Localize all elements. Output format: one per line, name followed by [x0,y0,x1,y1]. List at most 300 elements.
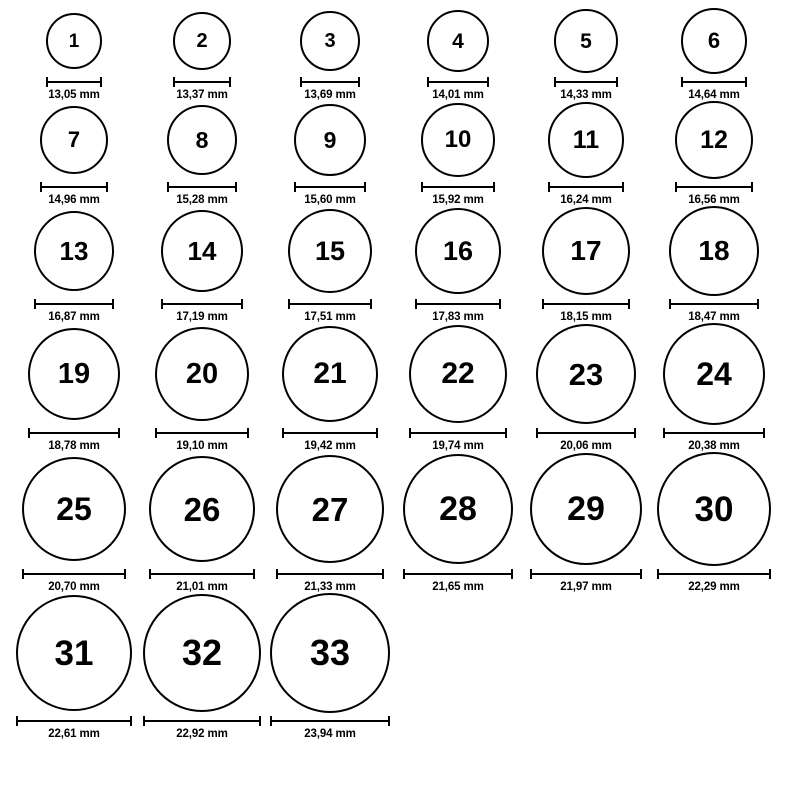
ruler-tick-left [663,428,665,438]
diameter-ruler [143,716,261,725]
ruler-bar [427,81,489,83]
ring-circle [294,104,366,176]
diameter-label: 18,78 mm [48,440,100,452]
ring-size-cell[interactable] [10,206,138,323]
circle-wrapper [427,8,489,74]
size-row [10,452,790,593]
ruler-bar [657,573,771,575]
ruler-bar [40,186,108,188]
ruler-tick-left [675,182,677,192]
ring-size-number: 2 [196,30,208,52]
diameter-label: 22,61 mm [48,728,100,740]
diameter-label: 19,42 mm [304,440,356,452]
circle-wrapper [155,323,249,425]
circle-wrapper [294,101,366,179]
ruler-tick-right [235,182,237,192]
diameter-ruler [657,569,771,578]
diameter-ruler [167,182,237,191]
circle-wrapper [409,323,507,425]
ring-circle [681,8,747,74]
diameter-ruler [675,182,753,191]
ruler-tick-right [118,428,120,438]
diameter-ruler [155,428,249,437]
ring-size-cell[interactable] [394,323,522,452]
ruler-bar [421,186,495,188]
ruler-tick-right [505,428,507,438]
ring-size-cell[interactable] [10,593,138,740]
ruler-tick-right [493,182,495,192]
circle-wrapper [415,206,501,296]
ring-size-cell[interactable] [138,101,266,206]
circle-wrapper [536,323,636,425]
ruler-tick-left [282,428,284,438]
ruler-tick-left [40,182,42,192]
ruler-tick-left [669,299,671,309]
diameter-ruler [536,428,636,437]
circle-wrapper [143,593,261,713]
diameter-ruler [542,299,630,308]
diameter-ruler [46,77,102,86]
ruler-tick-left [46,77,48,87]
diameter-label: 21,33 mm [304,581,356,593]
ruler-tick-right [376,428,378,438]
ruler-tick-left [427,77,429,87]
ruler-tick-right [499,299,501,309]
ring-size-cell[interactable] [394,206,522,323]
circle-wrapper [663,323,765,425]
ring-size-cell[interactable] [266,323,394,452]
ruler-bar [663,432,765,434]
diameter-label: 22,29 mm [688,581,740,593]
ring-size-number: 20 [185,357,219,390]
ruler-bar [415,303,501,305]
ring-circle [270,593,390,713]
ring-circle [46,13,102,69]
diameter-label: 16,56 mm [688,194,740,206]
ruler-tick-left [161,299,163,309]
ruler-tick-left [155,428,157,438]
circle-wrapper [167,101,237,179]
ring-size-cell[interactable] [266,593,394,740]
circle-wrapper [276,452,384,566]
ring-circle [143,594,261,712]
diameter-ruler [161,299,243,308]
diameter-label: 15,28 mm [176,194,228,206]
ring-size-cell[interactable] [650,452,778,593]
ruler-tick-left [409,428,411,438]
diameter-label: 14,96 mm [48,194,100,206]
ruler-bar [542,303,630,305]
diameter-label: 19,74 mm [432,440,484,452]
circle-wrapper [403,452,513,566]
diameter-label: 21,65 mm [432,581,484,593]
ring-size-cell[interactable] [10,101,138,206]
diameter-label: 16,87 mm [48,311,100,323]
circle-wrapper [34,206,114,296]
diameter-ruler [149,569,255,578]
ruler-bar [149,573,255,575]
circle-wrapper [161,206,243,296]
ring-size-number: 27 [311,490,349,528]
ring-size-cell[interactable] [522,8,650,101]
ruler-tick-right [100,77,102,87]
ring-circle [403,454,513,564]
ruler-tick-left [657,569,659,579]
ruler-bar [270,720,390,722]
ring-circle [16,595,132,711]
ring-size-cell[interactable] [138,323,266,452]
ruler-bar [548,186,624,188]
ring-size-number: 23 [568,356,604,392]
ring-circle [300,11,360,71]
ring-circle [657,452,771,566]
ruler-tick-right [130,716,132,726]
ring-circle [542,207,630,295]
circle-wrapper [554,8,618,74]
ring-size-number: 28 [439,490,477,528]
diameter-ruler [427,77,489,86]
ring-size-number: 15 [314,235,346,266]
ruler-tick-right [640,569,642,579]
circle-wrapper [40,101,108,179]
ruler-tick-left [421,182,423,192]
ring-circle [22,457,126,561]
ring-size-cell[interactable] [138,8,266,101]
diameter-label: 20,06 mm [560,440,612,452]
ring-size-cell[interactable] [522,452,650,593]
size-row [10,323,790,452]
ring-circle [282,326,378,422]
diameter-label: 14,64 mm [688,89,740,101]
ring-size-number: 3 [324,30,336,52]
ruler-bar [300,81,360,83]
diameter-ruler [288,299,372,308]
ring-size-cell[interactable] [650,206,778,323]
ruler-tick-left [548,182,550,192]
ruler-tick-left [542,299,544,309]
ruler-bar [22,573,126,575]
ruler-tick-right [247,428,249,438]
ruler-bar [173,81,231,83]
diameter-ruler [300,77,360,86]
ruler-tick-right [769,569,771,579]
ruler-tick-left [276,569,278,579]
diameter-ruler [681,77,747,86]
ruler-tick-right [253,569,255,579]
diameter-label: 23,94 mm [304,728,356,740]
ruler-bar [675,186,753,188]
ruler-tick-right [487,77,489,87]
diameter-ruler [270,716,390,725]
ruler-tick-left [681,77,683,87]
ring-size-number: 6 [707,28,721,53]
diameter-ruler [421,182,495,191]
ruler-tick-right [628,299,630,309]
ruler-bar [669,303,759,305]
ring-size-number: 10 [444,126,472,153]
ruler-tick-left [28,428,30,438]
ruler-tick-left [167,182,169,192]
diameter-label: 20,70 mm [48,581,100,593]
diameter-ruler [415,299,501,308]
diameter-ruler [28,428,120,437]
ring-size-number: 13 [59,236,89,266]
ruler-tick-left [300,77,302,87]
ruler-tick-right [757,299,759,309]
circle-wrapper [282,323,378,425]
circle-wrapper [530,452,642,566]
ruler-bar [681,81,747,83]
circle-wrapper [173,8,231,74]
diameter-ruler [173,77,231,86]
ruler-tick-right [634,428,636,438]
ring-circle [548,102,624,178]
ruler-tick-left [403,569,405,579]
ring-size-cell[interactable] [394,101,522,206]
ruler-tick-left [149,569,151,579]
ring-size-number: 11 [572,125,600,154]
diameter-label: 15,60 mm [304,194,356,206]
ring-circle [34,211,114,291]
diameter-label: 18,47 mm [688,311,740,323]
ruler-tick-right [622,182,624,192]
ring-circle [536,324,636,424]
ring-size-number: 24 [696,356,732,392]
ring-circle [288,209,372,293]
circle-wrapper [669,206,759,296]
ruler-bar [28,432,120,434]
diameter-ruler [22,569,126,578]
ruler-tick-right [763,428,765,438]
ruler-bar [155,432,249,434]
circle-wrapper [681,8,747,74]
ring-circle [669,206,759,296]
ruler-tick-right [616,77,618,87]
ring-size-number: 18 [698,235,730,266]
ruler-tick-right [364,182,366,192]
ring-size-number: 8 [195,126,209,153]
ruler-tick-right [112,299,114,309]
ruler-bar [282,432,378,434]
ring-size-number: 21 [313,357,347,390]
diameter-ruler [276,569,384,578]
ring-circle [28,328,120,420]
ring-size-number: 25 [56,491,92,527]
diameter-ruler [669,299,759,308]
ring-size-number: 29 [567,490,605,528]
circle-wrapper [16,593,132,713]
ring-size-number: 26 [183,490,221,528]
ring-size-cell[interactable] [10,452,138,593]
diameter-label: 15,92 mm [432,194,484,206]
ring-circle [427,10,489,72]
ring-size-cell[interactable] [10,8,138,101]
circle-wrapper [46,8,102,74]
ring-size-cell[interactable] [394,8,522,101]
ruler-tick-right [751,182,753,192]
diameter-ruler [34,299,114,308]
ring-size-number: 5 [580,29,592,53]
ruler-bar [276,573,384,575]
size-row [10,8,790,101]
size-row [10,593,790,740]
ruler-tick-left [554,77,556,87]
ring-circle [149,456,255,562]
ruler-tick-left [22,569,24,579]
circle-wrapper [149,452,255,566]
diameter-label: 21,97 mm [560,581,612,593]
diameter-ruler [403,569,513,578]
ruler-bar [288,303,372,305]
ring-circle [161,210,243,292]
diameter-label: 17,51 mm [304,311,356,323]
ring-circle [663,323,765,425]
ruler-tick-right [358,77,360,87]
ruler-tick-left [288,299,290,309]
ruler-bar [143,720,261,722]
diameter-label: 17,83 mm [432,311,484,323]
ruler-tick-left [294,182,296,192]
diameter-ruler [282,428,378,437]
diameter-label: 14,33 mm [560,89,612,101]
diameter-ruler [16,716,132,725]
ruler-tick-left [415,299,417,309]
diameter-ruler [409,428,507,437]
ring-size-number: 33 [309,632,351,673]
ring-size-number: 30 [694,489,734,529]
ring-size-cell[interactable] [266,8,394,101]
ruler-bar [167,186,237,188]
ring-size-cell[interactable] [650,101,778,206]
ring-size-cell[interactable] [522,101,650,206]
ring-circle [409,325,507,423]
circle-wrapper [542,206,630,296]
ruler-tick-left [270,716,272,726]
diameter-label: 13,69 mm [304,89,356,101]
diameter-label: 18,15 mm [560,311,612,323]
diameter-label: 13,37 mm [176,89,228,101]
ruler-tick-left [536,428,538,438]
ring-size-cell[interactable] [266,452,394,593]
ruler-tick-right [259,716,261,726]
circle-wrapper [548,101,624,179]
diameter-label: 22,92 mm [176,728,228,740]
diameter-label: 19,10 mm [176,440,228,452]
ruler-tick-right [106,182,108,192]
ring-size-number: 4 [452,29,464,53]
ruler-bar [294,186,366,188]
ring-size-cell[interactable] [394,452,522,593]
ring-circle [155,327,249,421]
ruler-tick-left [530,569,532,579]
ring-size-cell[interactable] [650,323,778,452]
ring-circle [173,12,231,70]
ring-size-cell[interactable] [522,206,650,323]
ruler-bar [409,432,507,434]
ruler-bar [403,573,513,575]
ring-circle [415,208,501,294]
ruler-bar [530,573,642,575]
circle-wrapper [300,8,360,74]
ring-size-cell[interactable] [266,206,394,323]
ring-size-cell[interactable] [138,593,266,740]
diameter-label: 16,24 mm [560,194,612,206]
circle-wrapper [28,323,120,425]
ring-size-number: 9 [323,126,337,153]
ring-circle [554,9,618,73]
ruler-bar [16,720,132,722]
circle-wrapper [657,452,771,566]
ruler-tick-right [241,299,243,309]
ring-size-cell[interactable] [522,323,650,452]
circle-wrapper [22,452,126,566]
ring-size-number: 19 [57,357,91,390]
ring-size-cell[interactable] [266,101,394,206]
diameter-ruler [294,182,366,191]
ring-circle [167,105,237,175]
ruler-bar [554,81,618,83]
ruler-bar [46,81,102,83]
ruler-tick-right [370,299,372,309]
ring-circle [675,101,753,179]
ruler-tick-left [143,716,145,726]
circle-wrapper [288,206,372,296]
circle-wrapper [270,593,390,713]
ruler-tick-right [124,569,126,579]
ruler-tick-left [173,77,175,87]
diameter-ruler [548,182,624,191]
ruler-tick-left [34,299,36,309]
ring-circle [276,455,384,563]
ruler-tick-right [745,77,747,87]
ring-circle [421,103,495,177]
ring-size-number: 1 [68,30,80,52]
ring-size-number: 12 [700,125,728,154]
ring-size-number: 32 [181,632,223,673]
ring-size-cell[interactable] [10,323,138,452]
diameter-ruler [40,182,108,191]
ruler-tick-left [16,716,18,726]
diameter-label: 21,01 mm [176,581,228,593]
ruler-bar [34,303,114,305]
ring-circle [40,106,108,174]
ring-circle [530,453,642,565]
ring-size-number: 14 [187,236,217,266]
diameter-label: 17,19 mm [176,311,228,323]
ring-size-number: 31 [54,633,94,673]
ruler-tick-right [382,569,384,579]
ring-size-number: 22 [441,357,475,390]
ring-size-number: 7 [67,127,81,152]
ring-size-cell[interactable] [138,206,266,323]
ruler-tick-right [229,77,231,87]
ruler-tick-right [511,569,513,579]
ring-size-cell[interactable] [138,452,266,593]
ring-size-cell[interactable] [650,8,778,101]
diameter-label: 20,38 mm [688,440,740,452]
diameter-ruler [554,77,618,86]
ruler-bar [161,303,243,305]
diameter-label: 14,01 mm [432,89,484,101]
diameter-ruler [663,428,765,437]
circle-wrapper [421,101,495,179]
ring-size-number: 16 [442,235,474,266]
ring-size-number: 17 [570,235,602,266]
diameter-label: 13,05 mm [48,89,100,101]
size-row [10,101,790,206]
circle-wrapper [675,101,753,179]
size-row [10,206,790,323]
